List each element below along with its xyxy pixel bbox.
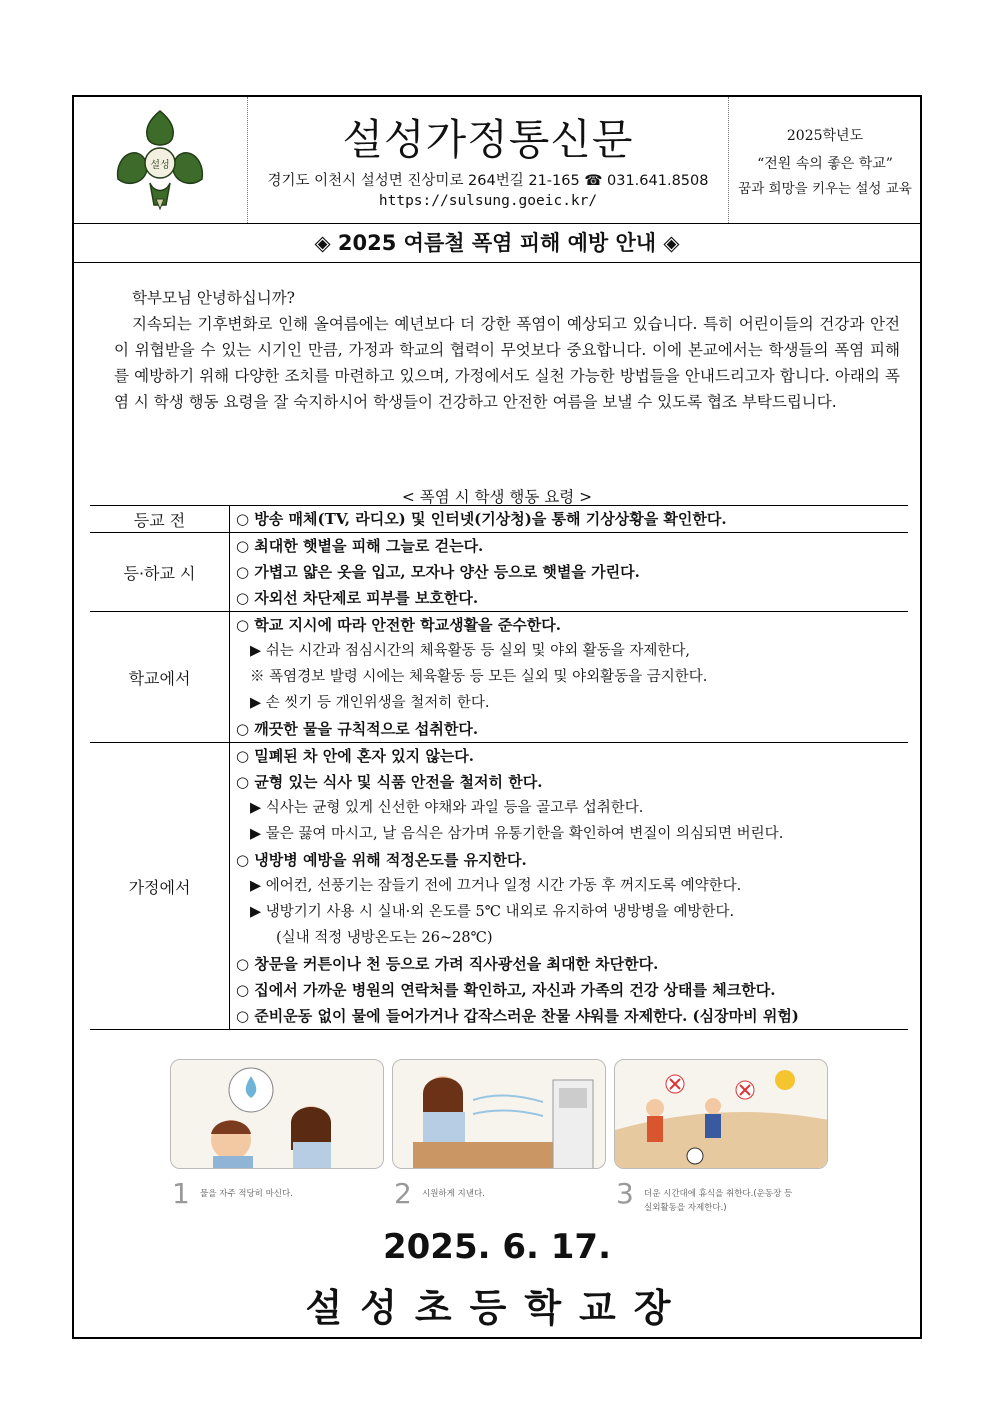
guide-title: < 폭염 시 학생 행동 요령 > xyxy=(401,488,593,506)
caption-number-3: 3 xyxy=(616,1177,634,1210)
caption-number-2: 2 xyxy=(394,1177,412,1210)
notice-subject: ◈ 2025 여름철 폭염 피해 예방 안내 ◈ xyxy=(74,224,920,263)
motto-cell xyxy=(728,97,921,223)
principal-signature: 설성초등학교장 xyxy=(305,1286,689,1330)
guide-line: ○ 방송 매체(TV, 라디오) 및 인터넷(기상청)을 통해 기상상황을 확인한다. xyxy=(236,510,727,528)
illustration-avoid-heat xyxy=(614,1059,828,1169)
caption-number-1: 1 xyxy=(172,1177,190,1210)
guide-items xyxy=(230,533,909,612)
guide-line: ▶ 냉방기기 사용 시 실내·외 온도를 5℃ 내외로 유지하여 냉방병을 예방한다. xyxy=(250,904,735,920)
guide-category: 등·하교 시 xyxy=(90,533,230,612)
title-cell xyxy=(248,97,728,223)
guide-table xyxy=(90,505,908,1030)
caption-3: 더운 시간대에 휴식을 취한다.(운동장 등 xyxy=(644,1189,793,1199)
guide-line: ○ 준비운동 없이 물에 들어가거나 갑작스러운 찬물 샤워를 자제한다. (심장마비 위험) xyxy=(236,1007,799,1025)
guide-row xyxy=(90,506,908,533)
guide-row xyxy=(90,743,908,1030)
guide-line: ○ 밀폐된 차 안에 혼자 있지 않는다. xyxy=(236,747,475,765)
guide-line: ○ 깨끗한 물을 규칙적으로 섭취한다. xyxy=(236,720,479,738)
guide-line: ○ 학교 지시에 따라 안전한 학교생활을 준수한다. xyxy=(236,616,561,634)
guide-line: ※ 폭염경보 발령 시에는 체육활동 등 모든 실외 및 야외활동을 금지한다. xyxy=(250,669,708,685)
air-conditioner-icon xyxy=(393,1060,606,1169)
guide-items xyxy=(230,743,909,1030)
newsletter-page xyxy=(72,95,922,1339)
logo-text: 설성 xyxy=(150,160,170,171)
guide-line: ▶ 에어컨, 선풍기는 잠들기 전에 끄거나 일정 시간 가동 후 꺼지도록 예약한다. xyxy=(250,878,742,894)
guide-line: ○ 집에서 가까운 병원의 연락처를 확인하고, 자신과 가족의 건강 상태를 체크한다. xyxy=(236,981,776,999)
drinking-water-icon xyxy=(171,1060,384,1169)
guide-items xyxy=(230,612,909,743)
guide-row xyxy=(90,612,908,743)
illustration-keep-cool xyxy=(392,1059,606,1169)
school-motto: “전원 속의 좋은 학교” xyxy=(757,156,893,172)
caption-2: 시원하게 지낸다. xyxy=(422,1189,485,1199)
school-logo-icon xyxy=(74,97,247,223)
guide-line: ▶ 손 씻기 등 개인위생을 철저히 한다. xyxy=(250,695,490,711)
issue-date: 2025. 6. 17. xyxy=(382,1227,612,1267)
caption-1: 물을 자주 적당히 마신다. xyxy=(200,1189,293,1199)
caption-3-line2: 실외활동을 자제한다.) xyxy=(644,1203,727,1213)
guide-line: ○ 자외선 차단제로 피부를 보호한다. xyxy=(236,589,479,607)
guide-row xyxy=(90,533,908,612)
guide-line: ○ 최대한 햇볕을 피해 그늘로 걷는다. xyxy=(236,537,484,555)
guide-line: ▶ 물은 끓여 마시고, 날 음식은 삼가며 유통기한을 확인하여 변질이 의심되면 버린다. xyxy=(250,826,784,842)
illustration-drinking-water xyxy=(170,1059,384,1169)
outdoor-activity-icon xyxy=(615,1060,828,1169)
header xyxy=(74,97,920,224)
school-url[interactable]: https://sulsung.goeic.kr/ xyxy=(378,193,598,209)
illustrations xyxy=(170,1059,828,1239)
guide-category: 학교에서 xyxy=(90,612,230,743)
guide-line: ○ 창문을 커튼이나 천 등으로 가려 직사광선을 최대한 차단한다. xyxy=(236,955,659,973)
school-slogan: 꿈과 희망을 키우는 설성 교육 xyxy=(738,181,912,197)
guide-line: ○ 냉방병 예방을 위해 적정온도를 유지한다. xyxy=(236,851,527,869)
guide-line: ▶ 쉬는 시간과 점심시간의 체육활동 등 실외 및 야외 활동을 자제한다, xyxy=(250,643,691,659)
logo-cell xyxy=(74,97,248,223)
guide-line: ▶ 식사는 균형 있게 신선한 야채와 과일 등을 골고루 섭취한다. xyxy=(250,800,644,816)
guide-category: 등교 전 xyxy=(90,506,230,533)
guide-line: ○ 균형 있는 식사 및 식품 안전을 철저히 한다. xyxy=(236,773,543,791)
greeting: 학부모님 안녕하십니까? xyxy=(132,289,295,307)
school-year: 2025학년도 xyxy=(786,128,864,144)
newsletter-title: 설성가정통신문 xyxy=(342,115,634,164)
guide-line: (실내 적정 냉방온도는 26~28℃) xyxy=(276,930,493,946)
guide-line: ○ 가볍고 얇은 옷을 입고, 모자나 양산 등으로 햇볕을 가린다. xyxy=(236,563,640,581)
guide-items xyxy=(230,506,909,533)
guide-category: 가정에서 xyxy=(90,743,230,1030)
intro-text xyxy=(114,285,900,415)
intro-body: 지속되는 기후변화로 인해 올여름에는 예년보다 더 강한 폭염이 예상되고 있습니다. 특히 어린이들의 건강과 안전이 위협받을 수 있는 시기인 만큼, 가정과 학교의 협력이 무엇보다 중요합니다. 이에 본교에서는 학생들의 폭염 피해를 예방하기 위해 다양한 조치를 마련하고 있으며, 가정에서도 실천 가능한 방법들을 안내드리고자 합니다. 아래의 폭염 시 학생 행동 요령을 잘 숙지하시어 학생들이 건강하고 안전한 여름을 보낼 수 있도록 협조 부탁드립니다. xyxy=(114,315,900,411)
school-address: 경기도 이천시 설성면 진상미로 264번길 21-165 ☎ 031.641.8508 xyxy=(267,173,709,189)
